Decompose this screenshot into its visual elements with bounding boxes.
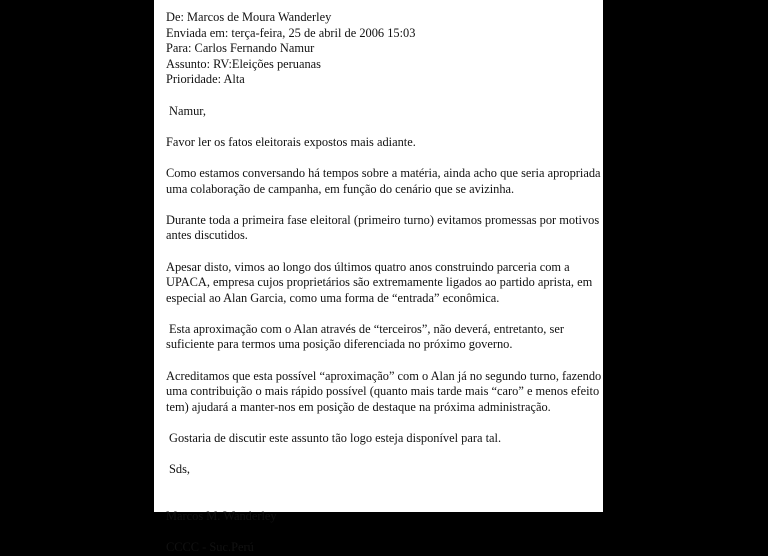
header-priority: Prioridade: Alta <box>166 72 245 87</box>
paragraph-line: suficiente para termos uma posição diferenciada no próximo governo. <box>166 337 513 352</box>
header-from: De: Marcos de Moura Wanderley <box>166 10 332 24</box>
signature-name: Marcos M. Wanderley <box>166 509 277 523</box>
paragraph-line: Favor ler os fatos eleitorais expostos mais adiante. <box>166 134 416 149</box>
paragraph-1 <box>166 135 596 151</box>
paragraph-6 <box>166 368 602 416</box>
paragraph-line: uma contribuição o mais rápido possível (quanto mais tarde mais “caro” e menos efeito <box>166 384 600 399</box>
spacer <box>166 244 596 260</box>
spacer <box>166 353 596 369</box>
paragraph-7 <box>166 431 596 447</box>
paragraph-line: Acreditamos que esta possível “aproximação” com o Alan já no segundo turno, fazendo <box>166 368 602 383</box>
header-sent: Enviada em: terça-feira, 25 de abril de 2006 15:03 <box>166 25 416 40</box>
spacer <box>166 197 596 213</box>
spacer <box>166 493 596 509</box>
document-page <box>154 0 603 555</box>
spacer <box>166 415 596 431</box>
paragraph-2 <box>166 165 601 197</box>
spacer <box>166 88 596 104</box>
paragraph-line: UPACA, empresa cujos proprietários são extremamente ligados ao partido aprista, em <box>166 275 593 290</box>
paragraph-4 <box>166 260 596 307</box>
paragraph-line: Durante toda a primeira fase eleitoral (primeiro turno) evitamos promessas por motivos <box>166 212 600 227</box>
header-subject: Assunto: RV:Eleições peruanas <box>166 56 322 71</box>
paragraph-line: Apesar disto, vimos ao longo dos últimos quatro anos construindo parceria com a <box>166 259 570 274</box>
paragraph-line: Esta aproximação com o Alan através de “terceiros”, não deverá, entretanto, ser <box>169 321 564 336</box>
spacer <box>166 306 596 322</box>
spacer <box>166 525 596 541</box>
spacer <box>166 150 596 166</box>
paragraph-line: especial ao Alan Garcia, como uma forma de “entrada” econômica. <box>166 290 500 305</box>
signature-org: CCCC - Suc.Perú <box>166 540 254 555</box>
email-printout <box>166 10 602 556</box>
spacer <box>166 478 596 494</box>
header-to: Para: Carlos Fernando Namur <box>166 41 315 56</box>
email-header <box>166 10 596 88</box>
paragraph-line: Como estamos conversando há tempos sobre a matéria, ainda acho que seria apropriada <box>166 165 601 180</box>
paragraph-line: antes discutidos. <box>166 228 248 243</box>
greeting: Namur, <box>169 103 207 118</box>
paragraph-line: tem) ajudará a manter-nos em posição de destaque na próxima administração. <box>166 399 551 414</box>
paragraph-3 <box>166 212 600 244</box>
paragraph-line: Gostaria de discutir este assunto tão logo esteja disponível para tal. <box>169 431 502 446</box>
paragraph-5 <box>166 322 596 353</box>
closing: Sds, <box>169 462 191 477</box>
spacer <box>166 119 596 135</box>
paragraph-line: uma colaboração de campanha, em função do cenário que se avizinha. <box>166 181 515 196</box>
spacer <box>166 447 596 463</box>
